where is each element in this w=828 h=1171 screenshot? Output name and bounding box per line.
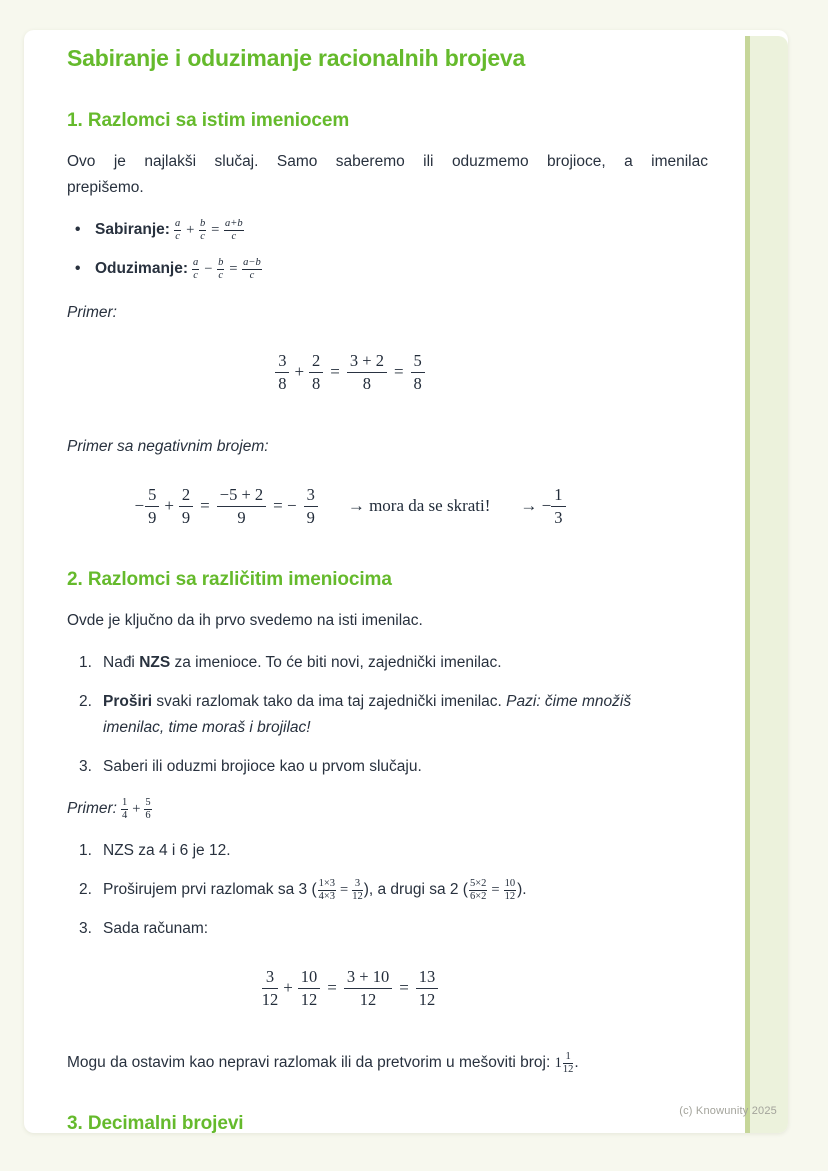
green-accent-fill [750,36,788,1133]
fraction: $\frac{2}{9}$ [179,486,193,528]
fraction: $\frac{3}{9}$ [304,486,318,528]
fraction: $\frac{3 + 10}{12}$ [344,968,392,1010]
fraction: $\frac{b}{c}$ [218,256,224,282]
primer-label: Primer: [67,304,117,321]
fraction: $\frac{5\times 2}{6\times 2}$ [469,877,487,903]
fraction: $\frac{13}{12}$ [416,968,439,1010]
method-step-3: 3. Saberi ili oduzmi brojioce kao u prvom slučaju. [67,754,668,780]
section-2-heading: 2. Razlomci sa različitim imeniocima [67,568,392,590]
method-steps-list [67,650,708,780]
closing-paragraph: Mogu da ostavim kao nepravi razlomak ili da pretvorim u mešoviti broj: 1 $\frac{1}{12}$ . [67,1050,579,1076]
fraction: $\frac{a}{c}$ [193,256,199,282]
page-title: Sabiranje i oduzimanje racionalnih brojeva [67,45,526,71]
list-marker: 3. [79,757,92,775]
primer-different-denominators [67,796,708,822]
section-2-intro: Ovde je ključno da ih prvo svedemo na isti imenilac. [67,611,423,629]
fraction: $\frac{3}{12}$ [352,877,363,903]
rule-subtraction [67,256,708,282]
fraction: $\frac{a-b}{c}$ [243,256,261,282]
expand-second-fraction: $\frac{5\times 2}{6\times 2}$ = $\frac{10}{12}$ [469,877,516,903]
fraction: $\frac{5}{6}$ [145,796,151,822]
intro-line-2: prepišemo. [67,179,144,196]
fraction: $\frac{a+b}{c}$ [225,217,243,243]
fraction: $\frac{b}{c}$ [200,217,206,243]
section-1-intro [67,149,708,201]
section-1-heading: 1. Razlomci sa istim imeniocem [67,110,350,131]
calculation-steps-list [67,838,708,942]
mixed-number: 1 $\frac{1}{12}$ [554,1050,574,1076]
section-3-heading: 3. Decimalni brojevi [67,1112,244,1134]
fraction: $\frac{1}{4}$ [121,796,128,822]
document-content [67,43,708,1136]
equation-negative-number: − $\frac{5}{9}$ + $\frac{2}{9}$ = $\frac{-5 + 2}{9}$ = − $\frac{3}{9}$ → mora da se skrati! → − $\frac{1}{3}$ [67,486,708,528]
document-card [24,30,788,1133]
list-marker: 2. [79,880,92,898]
rules-list [67,217,708,282]
fraction: $\frac{-5 + 2}{9}$ [217,486,266,528]
fraction: $\frac{10}{12}$ [298,968,321,1010]
calc-step-1: 1. NZS za 4 i 6 je 12. [67,838,668,864]
method-step-2: 2. Proširi svaki razlomak tako da ima taj zajednički imenilac. Pazi: čime množiš imenilac, time moraš i brojilac! [67,689,668,741]
list-marker: 1. [79,841,92,859]
fraction: $\frac{3}{12}$ [261,966,279,1010]
bullet-dot: • [75,221,81,238]
bullet-dot: • [75,260,81,277]
fraction: $\frac{5}{8}$ [411,352,425,394]
fraction: $\frac{3 + 2}{8}$ [347,352,387,394]
formula-addition: $\frac{a}{c}$ + $\frac{b}{c}$ = $\frac{a+b}{c}$ [174,217,243,243]
calc-step-3: 3. Sada računam: [67,916,668,942]
formula-subtraction: $\frac{a}{c}$ − $\frac{b}{c}$ = $\frac{a-b}{c}$ [193,256,261,282]
expand-first-fraction: $\frac{1\times 3}{4\times 3}$ = $\frac{3}{12}$ [318,877,363,903]
list-marker: 1. [79,653,92,671]
footer-credit: (c) Knowunity 2025 [679,1105,777,1117]
equation-same-denominator: $\frac{3}{8}$ + $\frac{2}{8}$ = $\frac{3 + 2}{8}$ = $\frac{5}{8}$ [67,352,708,394]
green-accent-bar [745,36,788,1133]
primer-negative-label: Primer sa negativnim brojem: [67,437,269,455]
rule-subtraction-label: Oduzimanje: [95,260,189,277]
list-marker: 3. [79,919,92,937]
fraction: $\frac{a}{c}$ [174,217,181,243]
rule-addition-label: Sabiranje: [95,221,170,238]
annotation-must-reduce: → mora da se skrati! [347,495,491,515]
annotation-result-arrow: → − [520,495,552,515]
intro-line-1: Ovo je najlakši slučaj. Samo saberemo ili oduzmemo brojioce, a imenilac [67,153,708,170]
method-step-1: 1. Nađi NZS za imenioce. To će biti novi, zajednički imenilac. [67,650,668,676]
fraction: $\frac{1}{3}$ [551,486,565,528]
fraction: $\frac{1}{12}$ [562,1050,574,1076]
formula-primer: $\frac{1}{4}$ + $\frac{5}{6}$ [121,796,151,822]
fraction: $\frac{2}{8}$ [309,352,323,394]
rule-addition [67,217,708,243]
fraction: $\frac{5}{9}$ [145,486,159,528]
list-marker: 2. [79,692,92,710]
fraction: $\frac{1\times 3}{4\times 3}$ [318,877,336,903]
primer-label: Primer: [67,799,117,817]
fraction: $\frac{3}{8}$ [275,352,289,394]
calc-step-2: 2. Proširujem prvi razlomak sa 3 ( $\frac{1\times 3}{4\times 3}$ = $\frac{3}{12}$ ), a drugi sa 2 ( $\frac{5\times 2}{6\times 2}$ = $\frac{10}{12}$ ). [79,877,527,903]
fraction: $\frac{10}{12}$ [504,877,516,903]
equation-different-denominators: $\frac{3}{12}$ + $\frac{10}{12}$ = $\frac{3 + 10}{12}$ = $\frac{13}{12}$ [67,968,708,1010]
